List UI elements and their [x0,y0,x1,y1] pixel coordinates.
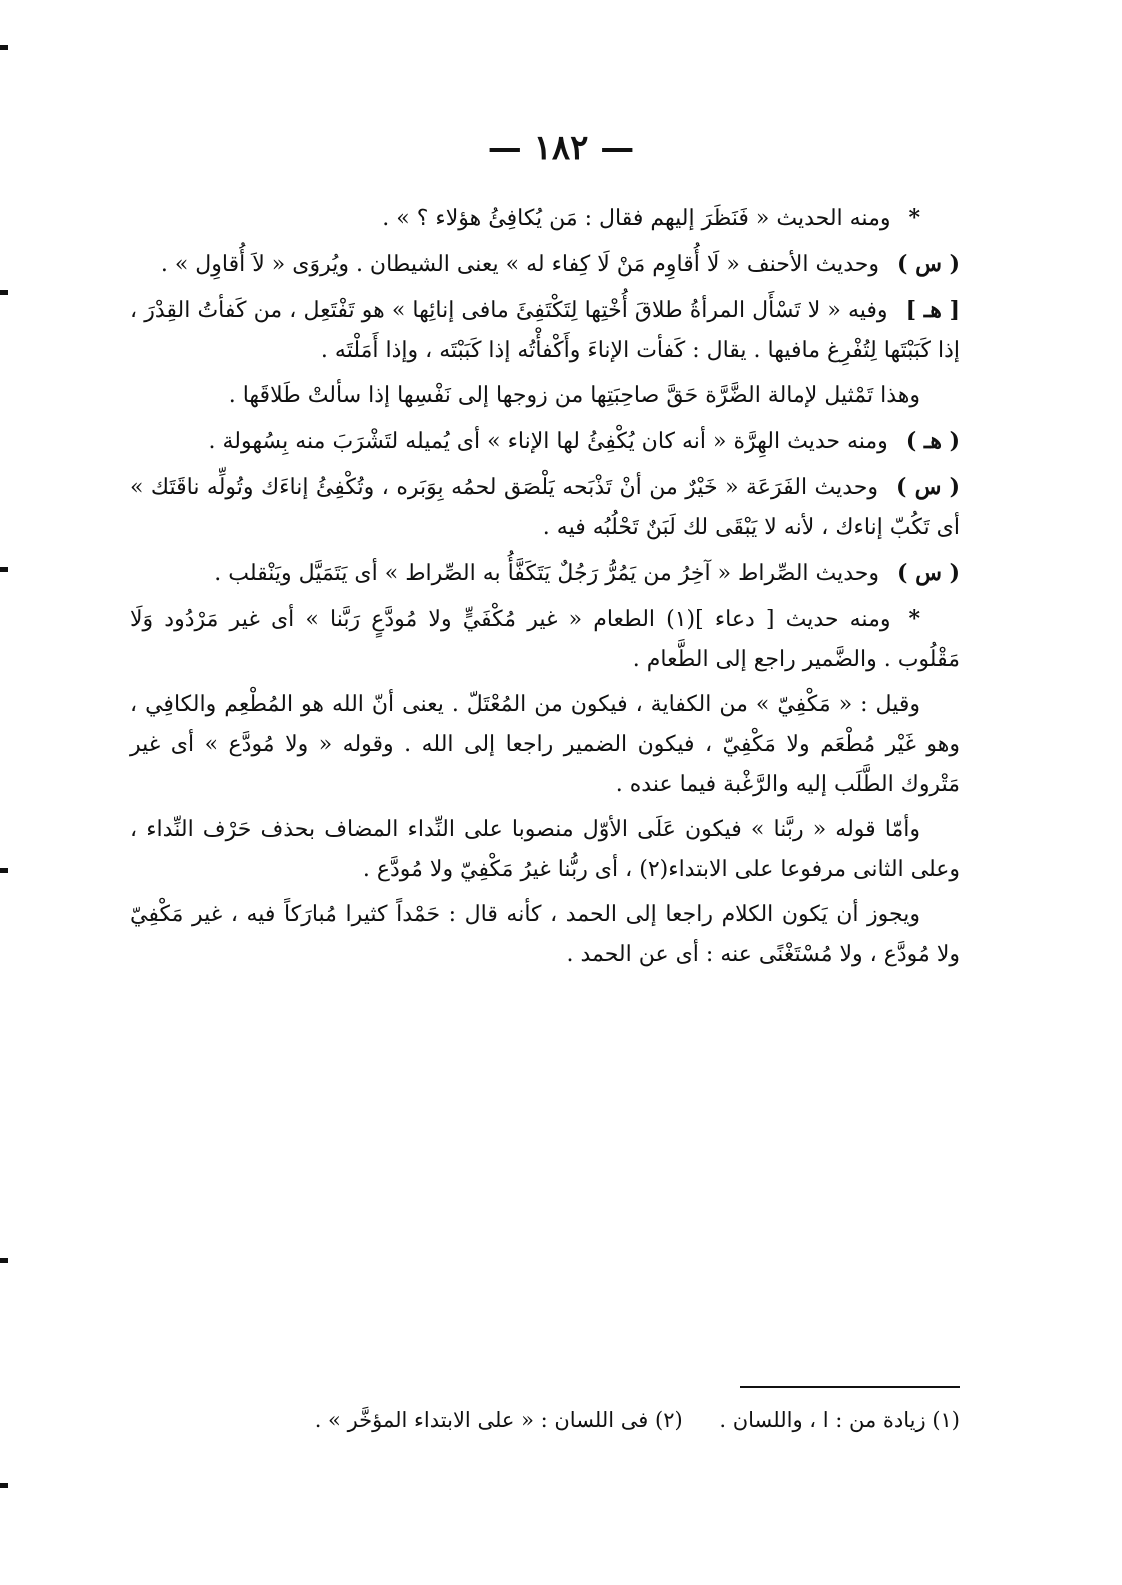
paragraph [130,685,960,805]
paragraph [130,599,960,680]
paragraph [130,421,960,462]
paragraph-marker: * [908,606,920,632]
scan-edge-mark [0,868,8,873]
scan-edge-mark [0,1258,8,1263]
paragraph-text: ويجوز أن يَكون الكلام راجعا إلى الحمد ، كأنه قال : حَمْداً كثيرا مُبارَكاً فيه ، غير مَكْفِيّ ولا مُودَّع ، ولا مُسْتَغْنًى عنه : أى عن الحمد . [130,902,960,967]
page-number: — ١٨٢ — [487,128,635,168]
paragraph [130,198,960,239]
footnotes [130,1400,960,1440]
paragraph [130,810,960,890]
paragraph-marker: ( س ) [897,251,960,277]
scan-edge-mark [0,45,8,50]
paragraph-text: ومنه حديث [ دعاء ](١) الطعام « غير مُكْفَيٍّ ولا مُودَّعٍ رَبَّنا » أى غير مَرْدُود وَلَا مَقْلُوب . والضَّمير راجع إلى الطَّعام . [130,607,960,672]
paragraph [130,244,960,285]
paragraph-text: وقيل : « مَكْفِيّ » من الكفاية ، فيكون من المُعْتَلّ . يعنى أنّ الله هو المُطْعِم والكافِي ، وهو غَيْر مُطْعَم ولا مَكْفِيّ ، فيكون الضمير راجعا إلى الله . وقوله « ولا مُودَّع » أى غير مَتْروك الطَّلَب إليه والرَّغْبة فيما عنده . [130,692,960,797]
paragraph-text: وحديث الأحنف « لَا أُقاوِم مَنْ لَا كِفاء له » يعنى الشيطان . ويُروَى « لاَ أُقاوِل » . [160,252,879,277]
paragraph-text: وفيه « لا تَسْأَل المرأةُ طلاقَ أُخْتِها لِتَكْتَفِئَ مافى إنائِها » هو تَفْتَعِل ، من كَفأتُ القِدْرَ ، إذا كَبَبْتَها لِتُفْرِغ مافيها . يقال : كَفأت الإناءَ وأَكْفأْتُه إذا كَبَبْتَه ، وإذا أَمَلْتَه . [130,298,960,363]
paragraph [130,895,960,975]
paragraph-marker: ( س ) [897,560,960,586]
scan-edge-mark [0,290,8,295]
paragraph-text: ومنه الحديث « فَنَظَرَ إليهم فقال : مَن يُكافِئُ هؤلاء ؟ » . [382,206,891,231]
paragraph [130,376,960,416]
paragraph-text: ومنه حديث الهِرَّة « أنه كان يُكْفِئُ لها الإناء » أى يُميله لتَشْرَبَ منه بِسُهولة . [208,429,888,454]
paragraph [130,467,960,548]
paragraph-marker: [ هـ ] [905,297,960,323]
paragraph-text: وهذا تَمْثيل لإمالة الضَّرَّة حَقَّ صاحِبَتِها من زوجها إلى نَفْسِها إذا سألتْ طَلاقَها . [228,383,920,408]
paragraph-text: وحديث الصِّراط « آخِرُ من يَمُرُّ رَجُلٌ يَتَكَفَّأُ به الصِّراط » أى يَتَمَيَّل ويَنْقلب . [214,561,879,586]
paragraph-marker: * [908,205,920,231]
paragraph [130,290,960,371]
footnote: (١) زيادة من : ا ، واللسان . [719,1408,960,1432]
paragraph-marker: ( هـ ) [905,428,960,454]
paragraph [130,553,960,594]
footnote: (٢) فى اللسان : « على الابتداء المؤخَّر » . [314,1408,683,1432]
paragraph-text: وأمّا قوله « ربَّنا » فيكون عَلَى الأوّل منصوبا على النِّداء المضاف بحذف حَرْف النِّداء ، وعلى الثانى مرفوعا على الابتداء(٢) ، أى ربُّنا غيرُ مَكْفِيّ ولا مُودَّع . [130,817,960,882]
main-text [130,198,960,980]
paragraph-marker: ( س ) [896,474,961,500]
scan-edge-mark [0,1483,8,1488]
scan-edge-mark [0,567,8,572]
footnote-divider [740,1386,960,1388]
paragraph-text: وحديث الفَرَعَة « خَيْرٌ من أنْ تَذْبَحه يَلْصَق لحمُه بِوَبَره ، وتُكْفِئُ إناءَك وتُولِّه ناقَتَك » أى تَكُبّ إناءك ، لأنه لا يَبْقَى لك لَبَنٌ تَحْلُبُه فيه . [130,475,960,540]
